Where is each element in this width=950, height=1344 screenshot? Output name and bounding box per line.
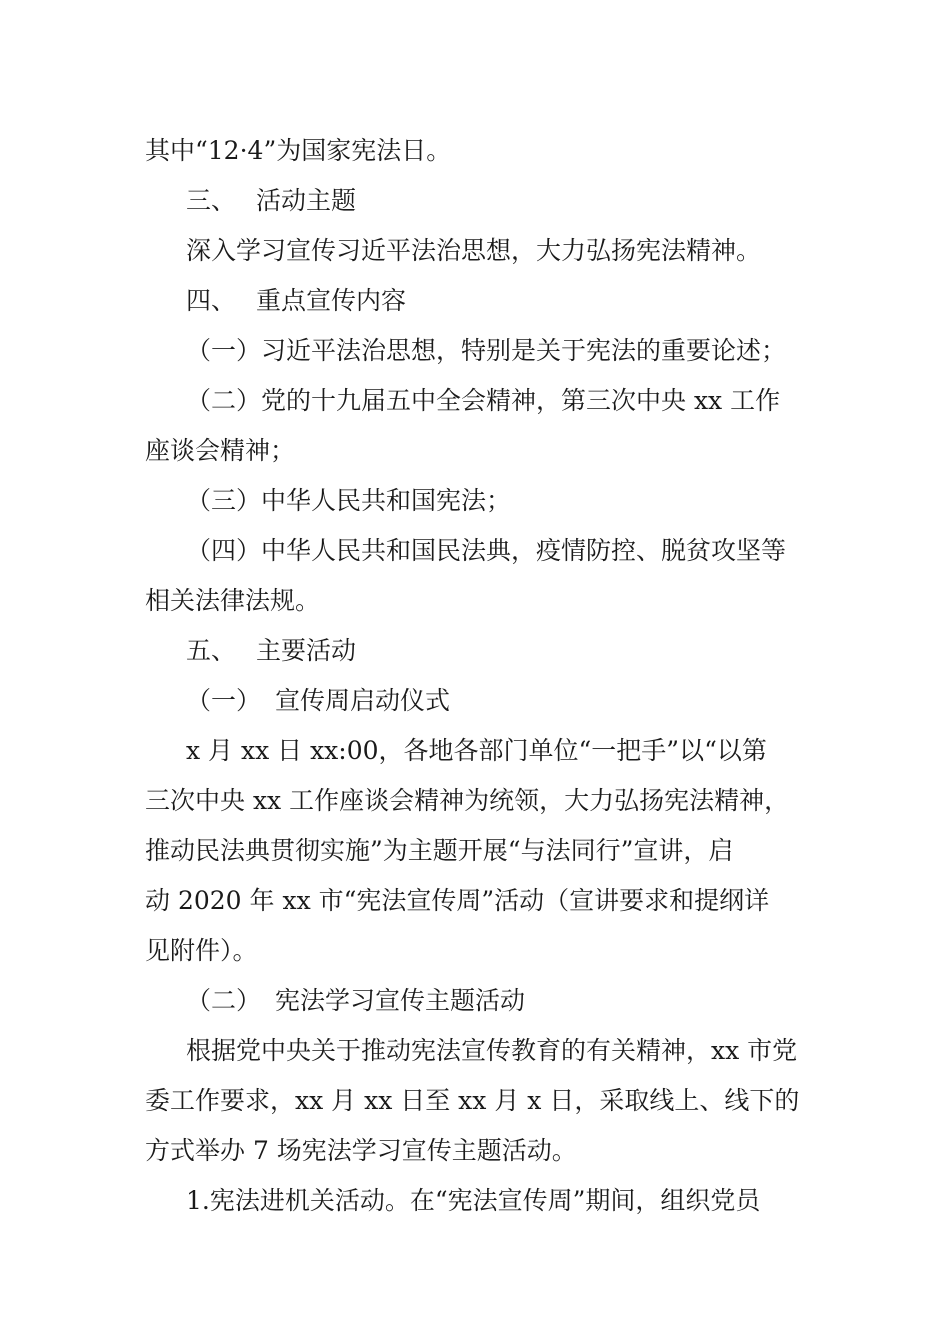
section-title: 主要活动 <box>256 636 357 665</box>
paragraph-line: 其中“12·4”为国家宪法日。 <box>145 136 452 165</box>
paragraph-line: 1.宪法进机关活动。在“宪法宣传周”期间，组织党员 <box>186 1186 761 1215</box>
subsection-number: （一） <box>186 686 262 715</box>
paragraph-line: 见附件）。 <box>145 936 258 965</box>
list-item-continuation: 座谈会精神； <box>145 436 296 465</box>
paragraph-line: 根据党中央关于推动宪法宣传教育的有关精神，xx 市党 <box>186 1036 798 1065</box>
section-heading-5 <box>145 626 810 676</box>
subsection-number: （二） <box>186 986 262 1015</box>
list-item-line: （一）习近平法治思想，特别是关于宪法的重要论述； <box>186 336 787 365</box>
paragraph-line: 推动民法典贯彻实施”为主题开展“与法同行”宣讲，启 <box>145 836 734 865</box>
section-heading-4 <box>145 276 810 326</box>
subsection-heading-2 <box>145 976 810 1026</box>
section-number: 四、 <box>186 286 237 315</box>
list-item-line: （二）党的十九届五中全会精神，第三次中央 xx 工作 <box>186 386 781 415</box>
subsection-heading-1 <box>145 676 810 726</box>
section-heading-3 <box>145 176 810 226</box>
list-item-continuation: 相关法律法规。 <box>145 586 321 615</box>
section-number: 三、 <box>186 186 237 215</box>
section-title: 活动主题 <box>256 186 357 215</box>
subsection-title: 宣传周启动仪式 <box>275 686 451 715</box>
list-item-line: （三）中华人民共和国宪法； <box>186 486 512 515</box>
section-title: 重点宣传内容 <box>256 286 407 315</box>
paragraph-line: 委工作要求，xx 月 xx 日至 xx 月 x 日，采取线上、线下的 <box>145 1086 800 1115</box>
paragraph-line: 三次中央 xx 工作座谈会精神为统领，大力弘扬宪法精神， <box>145 786 790 815</box>
list-item-line: （四）中华人民共和国民法典，疫情防控、脱贫攻坚等 <box>186 536 787 565</box>
paragraph-line: 深入学习宣传习近平法治思想，大力弘扬宪法精神。 <box>186 236 762 265</box>
subsection-title: 宪法学习宣传主题活动 <box>275 986 526 1015</box>
paragraph-line: 方式举办 7 场宪法学习宣传主题活动。 <box>145 1136 577 1165</box>
paragraph-line: x 月 xx 日 xx:00，各地各部门单位“一把手”以“以第 <box>186 736 767 765</box>
paragraph-line: 动 2020 年 xx 市“宪法宣传周”活动（宣讲要求和提纲详 <box>145 886 770 915</box>
section-number: 五、 <box>186 636 237 665</box>
document-body <box>145 126 810 1226</box>
